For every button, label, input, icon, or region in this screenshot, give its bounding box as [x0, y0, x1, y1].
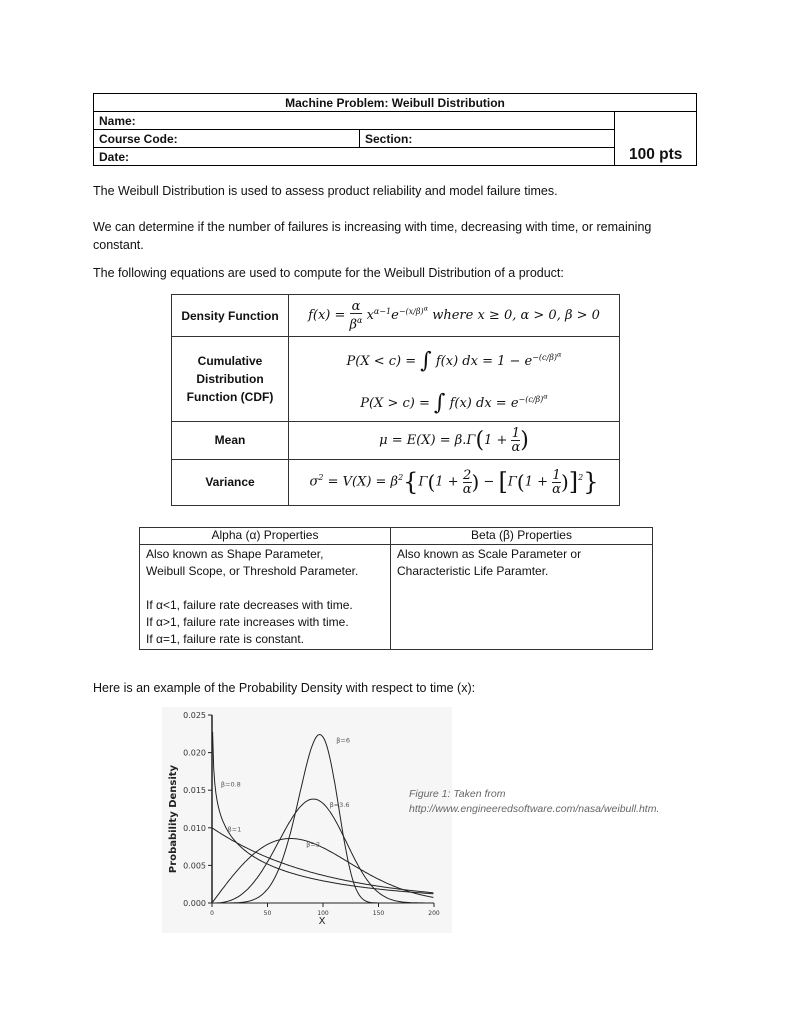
alpha-properties	[140, 545, 391, 650]
x-axis-label: X	[318, 916, 326, 927]
series-line	[213, 732, 434, 894]
properties-table	[139, 527, 653, 650]
alpha-line: If α>1, failure rate increases with time.	[146, 615, 349, 629]
x-tick-label: 150	[372, 910, 385, 917]
intro-paragraph: The Weibull Distribution is used to assess product reliability and model failure times.	[93, 184, 558, 198]
mean-formula: μ = E(X) = β.Γ(1 + $\frac{1}{\alpha}$ )	[289, 421, 620, 459]
figure-caption	[409, 787, 659, 817]
header-table	[93, 93, 697, 166]
alpha-header: Alpha (α) Properties	[140, 528, 391, 545]
y-tick-label: 0.025	[183, 711, 206, 720]
x-tick-label: 100	[317, 910, 329, 917]
failures-paragraph: We can determine if the number of failures is increasing with time, decreasing with time, or remaining constant.	[93, 220, 652, 252]
y-axis-label: Probability Density	[168, 764, 179, 874]
beta-properties	[391, 545, 653, 650]
section-label: Section:	[365, 132, 413, 146]
x-tick-label: 50	[263, 910, 272, 917]
y-tick-label: 0.020	[183, 748, 206, 758]
variance-label: Variance	[172, 459, 289, 505]
cdf-formula: P(X < c) = ∫ f(x) dx = $1 - e^{-(c/\beta)^\alpha}$ P(X > c) = ∫ f(x) dx = $e^{-(c/\beta)^\alpha}$	[289, 337, 620, 422]
beta-line: Also known as Scale Parameter or	[397, 547, 582, 561]
y-tick-label: 0.010	[183, 823, 206, 833]
series-label: β=6	[336, 736, 350, 745]
series-label: β=0.8	[220, 780, 241, 789]
density-where: where x ≥ 0, α > 0, β > 0	[432, 308, 600, 323]
cdf-label: Cumulative Distribution Function (CDF)	[172, 337, 289, 422]
series-line	[213, 735, 434, 903]
beta-header: Beta (β) Properties	[391, 528, 653, 545]
caption-line: http://www.engineeredsoftware.com/nasa/weibull.htm.	[409, 803, 660, 815]
density-label: Density Function	[172, 295, 289, 337]
y-tick-label: 0.015	[183, 786, 206, 796]
name-label: Name:	[99, 114, 136, 128]
alpha-line: If α<1, failure rate decreases with time.	[146, 598, 353, 612]
series-label: β=3.6	[329, 801, 350, 810]
alpha-line: If α=1, failure rate is constant.	[146, 632, 305, 646]
density-chart-svg	[162, 707, 452, 933]
alpha-line: Weibull Scope, or Threshold Parameter.	[146, 564, 359, 578]
formula-table	[171, 294, 620, 506]
equations-intro-paragraph: The following equations are used to compute for the Weibull Distribution of a product:	[93, 266, 564, 280]
series-label: β=2	[306, 840, 320, 849]
variance-formula: $\sigma^2 = V(X) = \beta^2\{\Gamma(1$ + $\frac{2}{\alpha}$ ) − [Γ(1 + $\frac{1}{\alpha}$ )]$^2$}	[289, 459, 620, 505]
worksheet-title: Machine Problem: Weibull Distribution	[285, 96, 505, 110]
density-formula: f(x) = $\frac{\alpha}{\beta^\alpha}$ $x^{\alpha-1}e^{-(x/\beta)^\alpha}$ where x ≥ 0, α > 0, β > 0	[289, 295, 620, 337]
x-tick-label: 200	[428, 910, 440, 917]
y-tick-label: 0.000	[183, 899, 206, 908]
example-paragraph: Here is an example of the Probability Density with respect to time (x):	[93, 681, 476, 695]
x-tick-label: 0	[210, 910, 214, 917]
mean-label: Mean	[172, 421, 289, 459]
date-label: Date:	[99, 150, 130, 164]
alpha-line: Also known as Shape Parameter,	[146, 547, 324, 561]
series-label: β=1	[227, 825, 242, 834]
points-label: 100 pts	[629, 146, 683, 163]
beta-line: Characteristic Life Paramter.	[397, 564, 549, 578]
series-line	[213, 825, 434, 893]
caption-line: Figure 1: Taken from	[409, 788, 506, 800]
density-chart	[162, 707, 452, 933]
course-code-label: Course Code:	[99, 132, 178, 146]
y-tick-label: 0.005	[183, 861, 206, 871]
